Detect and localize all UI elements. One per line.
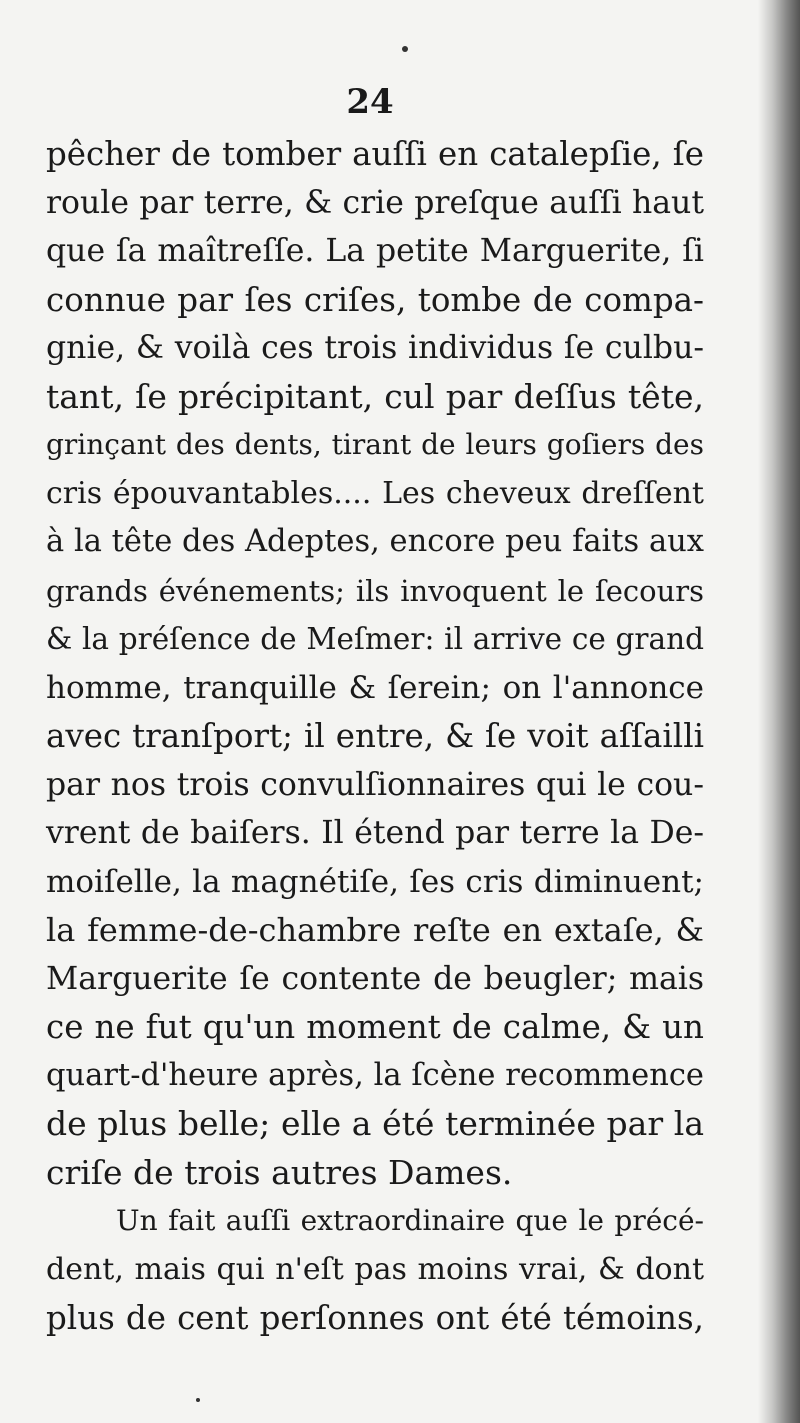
text-line: la femme-de-chambre reſte en extaſe, & [46, 911, 704, 949]
text-line: connue par ſes criſes, tombe de compa- [46, 280, 704, 319]
text-line: roule par terre, & crie preſque auſſi haut [46, 184, 704, 221]
text-line: tant, ſe précipitant, cul par deſſus tête, [46, 376, 704, 416]
text-line: cris épouvantables.... Les cheveux dreſſent [46, 475, 704, 511]
text-line: dent, mais qui n'eſt pas moins vrai, & dont [46, 1251, 704, 1287]
text-line: pêcher de tomber auſſi en catalepſie, ſe [46, 135, 704, 173]
text-line: quart-d'heure après, la ſcène recommence [46, 1057, 704, 1093]
text-line: homme, tranquille & ſerein; on l'annonce [46, 669, 704, 706]
text-line: à la tête des Adeptes, encore peu faits aux [46, 524, 704, 559]
text-line: que ſa maîtreſſe. La petite Marguerite, ſi [46, 233, 704, 269]
text-line: vrent de baiſers. Il étend par terre la De- [46, 815, 704, 851]
text-line: plus de cent perſonnes ont été témoins, [46, 1299, 704, 1337]
text-line: grands événements; ils invoquent le ſecours [46, 573, 704, 608]
text-line: par nos trois convulſionnaires qui le cou- [46, 766, 704, 803]
text-line: gnie, & voilà ces trois individus ſe culbu- [46, 330, 704, 366]
text-line: avec tranſport; il entre, & ſe voit aſſailli [46, 717, 704, 755]
binding-shadow [758, 0, 800, 1423]
text-line: moiſelle, la magnétiſe, ſes cris diminuent; [46, 863, 704, 900]
paragraph-end-line: criſe de trois autres Dames. [46, 1152, 513, 1192]
text-line: & la préſence de Meſmer: il arrive ce grand [46, 622, 704, 656]
text-line: ce ne fut qu'un moment de calme, & un [46, 1008, 704, 1046]
text-line: grinçant des dents, tirant de leurs goſiers des [46, 428, 704, 461]
ink-speck [402, 46, 408, 52]
text-line: Marguerite ſe contente de beugler; mais [46, 960, 704, 997]
paragraph-start-line: Un fait auſſi extraordinaire que le précé- [116, 1204, 704, 1237]
body-text [46, 130, 704, 1343]
text-line: de plus belle; elle a été terminée par la [46, 1104, 704, 1143]
ink-speck [196, 1398, 200, 1402]
page-number: 24 [346, 82, 394, 122]
